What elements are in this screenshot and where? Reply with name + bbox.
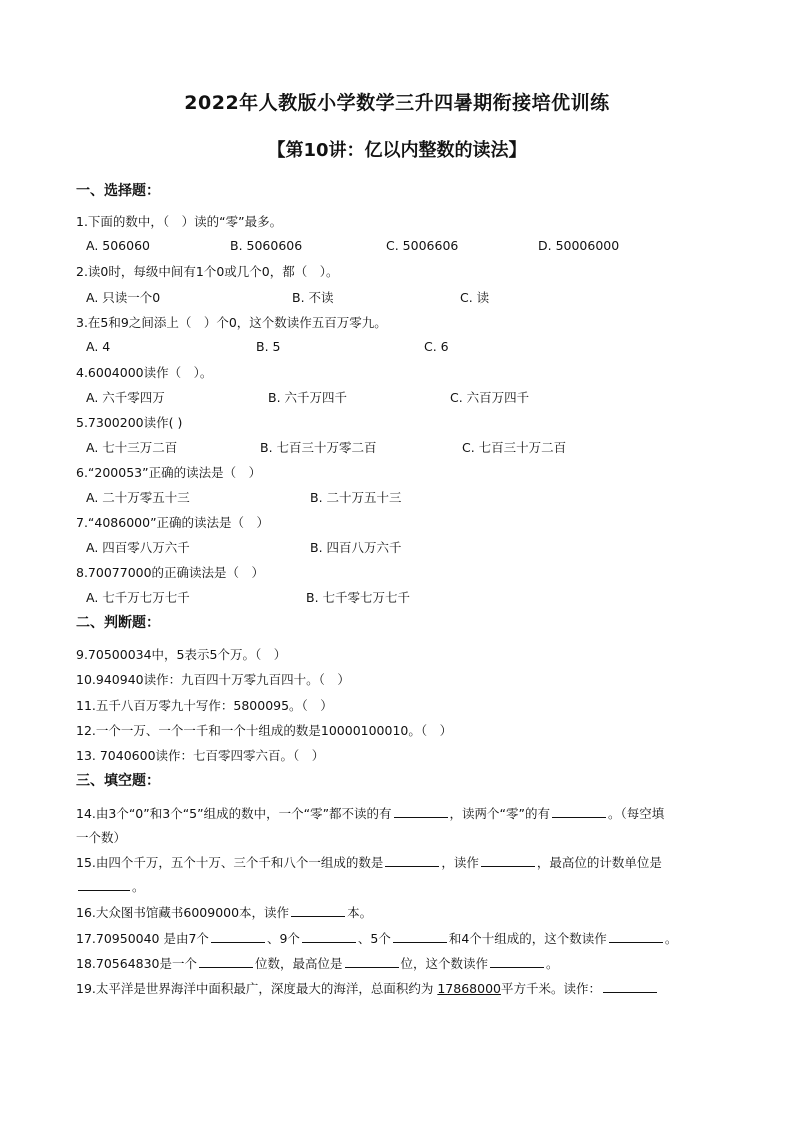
lesson-subtitle: 【第10讲：亿以内整数的读法】 [267, 140, 527, 161]
q15-blank-1[interactable] [385, 854, 439, 867]
q17-text-c: 、5个 [357, 931, 391, 946]
q2-option-c: C. 读 [460, 290, 490, 305]
question-1: 1.下面的数中，（ ）读的“零”最多。 [76, 214, 283, 229]
section-judge-heading: 二、判断题： [76, 615, 160, 631]
q1-option-d: D. 50006000 [538, 238, 620, 253]
q14-text-a: 14.由3个“0”和3个“5”组成的数中，一个“零”都不读的有 [76, 806, 392, 821]
q7-option-b: B. 四百八万六千 [310, 540, 402, 555]
question-4: 4.6004000读作（ ）。 [76, 365, 213, 380]
question-2: 2.读0时，每级中间有1个0或几个0，都（ ）。 [76, 264, 339, 279]
q8-option-a: A. 七千万七万七千 [86, 590, 190, 605]
q19-area-number: 17868000 [437, 981, 501, 996]
q17-blank-3[interactable] [393, 930, 447, 943]
q15-blank-2[interactable] [481, 854, 535, 867]
q4-option-c: C. 六百万四千 [450, 390, 530, 405]
question-16 [76, 903, 372, 921]
q6-option-a: A. 二十万零五十三 [86, 490, 190, 505]
q17-text-e: 。 [664, 931, 678, 946]
q15-text-c: ，最高位的计数单位是 [536, 855, 662, 870]
question-15-cont [76, 877, 145, 895]
q17-blank-2[interactable] [302, 930, 356, 943]
q17-text-b: 、9个 [266, 931, 300, 946]
q16-text-b: 本。 [347, 905, 373, 920]
q2-option-a: A. 只读一个0 [86, 290, 161, 305]
q19-text-b: 平方千米。读作： [500, 981, 601, 996]
q18-text-a: 18.70564830是一个 [76, 956, 198, 971]
question-11: 11.五千八百万零九十写作：5800095。（ ） [76, 698, 333, 713]
q1-option-b: B. 5060606 [230, 238, 303, 253]
q14-blank-1[interactable] [394, 805, 448, 818]
q16-blank-1[interactable] [291, 904, 345, 917]
q4-option-a: A. 六千零四万 [86, 390, 165, 405]
q2-option-b: B. 不读 [292, 290, 334, 305]
question-17 [76, 929, 677, 947]
q14-text-b: ，读两个“零”的有 [449, 806, 550, 821]
q15-text-a: 15.由四个千万，五个十万、三个千和八个一组成的数是 [76, 855, 384, 870]
q3-option-b: B. 5 [256, 339, 281, 354]
question-15 [76, 853, 662, 871]
q18-blank-2[interactable] [345, 955, 399, 968]
section-choice-heading: 一、选择题： [76, 183, 160, 199]
q6-option-b: B. 二十万五十三 [310, 490, 402, 505]
q8-option-b: B. 七千零七万七千 [306, 590, 411, 605]
q14-blank-2[interactable] [552, 805, 606, 818]
q18-blank-3[interactable] [490, 955, 544, 968]
question-13: 13. 7040600读作：七百零四零六百。（ ） [76, 748, 325, 763]
q4-option-b: B. 六千万四千 [268, 390, 348, 405]
q18-blank-1[interactable] [199, 955, 253, 968]
q5-option-c: C. 七百三十万二百 [462, 440, 567, 455]
question-9: 9.70500034中，5表示5个万。（ ） [76, 647, 287, 662]
page-title: 2022年人教版小学数学三升四暑期衔接培优训练 [184, 92, 610, 114]
question-3: 3.在5和9之间添上（ ）个0，这个数读作五百万零九。 [76, 315, 387, 330]
q15-blank-3[interactable] [78, 878, 130, 891]
question-10: 10.940940读作：九百四十万零九百四十。（ ） [76, 672, 350, 687]
q18-text-b: 位数，最高位是 [255, 956, 343, 971]
section-fill-heading: 三、填空题： [76, 773, 160, 789]
question-14 [76, 804, 664, 822]
question-5: 5.7300200读作( ) [76, 415, 183, 430]
q18-text-c: 位，这个数读作 [400, 956, 489, 971]
q17-blank-4[interactable] [609, 930, 663, 943]
q17-text-a: 17.70950040 是由7个 [76, 931, 209, 946]
question-14-cont: 一个数） [76, 830, 127, 845]
q1-option-a: A. 506060 [86, 238, 150, 253]
q14-text-c: 。（每空填 [608, 806, 665, 821]
q5-option-a: A. 七十三万二百 [86, 440, 178, 455]
q18-text-d: 。 [546, 956, 559, 971]
q7-option-a: A. 四百零八万六千 [86, 540, 190, 555]
question-8: 8.70077000的正确读法是（ ） [76, 565, 265, 580]
q15-text-d: 。 [132, 879, 145, 894]
q19-text-a: 19.太平洋是世界海洋中面积最广，深度最大的海洋，总面积约为 [76, 981, 438, 996]
q3-option-c: C. 6 [424, 339, 449, 354]
question-18 [76, 954, 559, 972]
q17-text-d: 和4个十组成的，这个数读作 [448, 931, 607, 946]
q5-option-b: B. 七百三十万零二百 [260, 440, 377, 455]
question-6: 6.“200053”正确的读法是（ ） [76, 465, 262, 480]
q19-blank-1[interactable] [603, 980, 657, 993]
q16-text-a: 16.大众图书馆藏书6009000本，读作 [76, 905, 290, 920]
q1-option-c: C. 5006606 [386, 238, 459, 253]
question-7: 7.“4086000”正确的读法是（ ） [76, 515, 270, 530]
question-19 [76, 979, 659, 997]
q3-option-a: A. 4 [86, 339, 111, 354]
question-12: 12.一个一万、一个一千和一个十组成的数是10000100010。（ ） [76, 723, 453, 738]
q15-text-b: ，读作 [441, 855, 479, 870]
q17-blank-1[interactable] [211, 930, 265, 943]
